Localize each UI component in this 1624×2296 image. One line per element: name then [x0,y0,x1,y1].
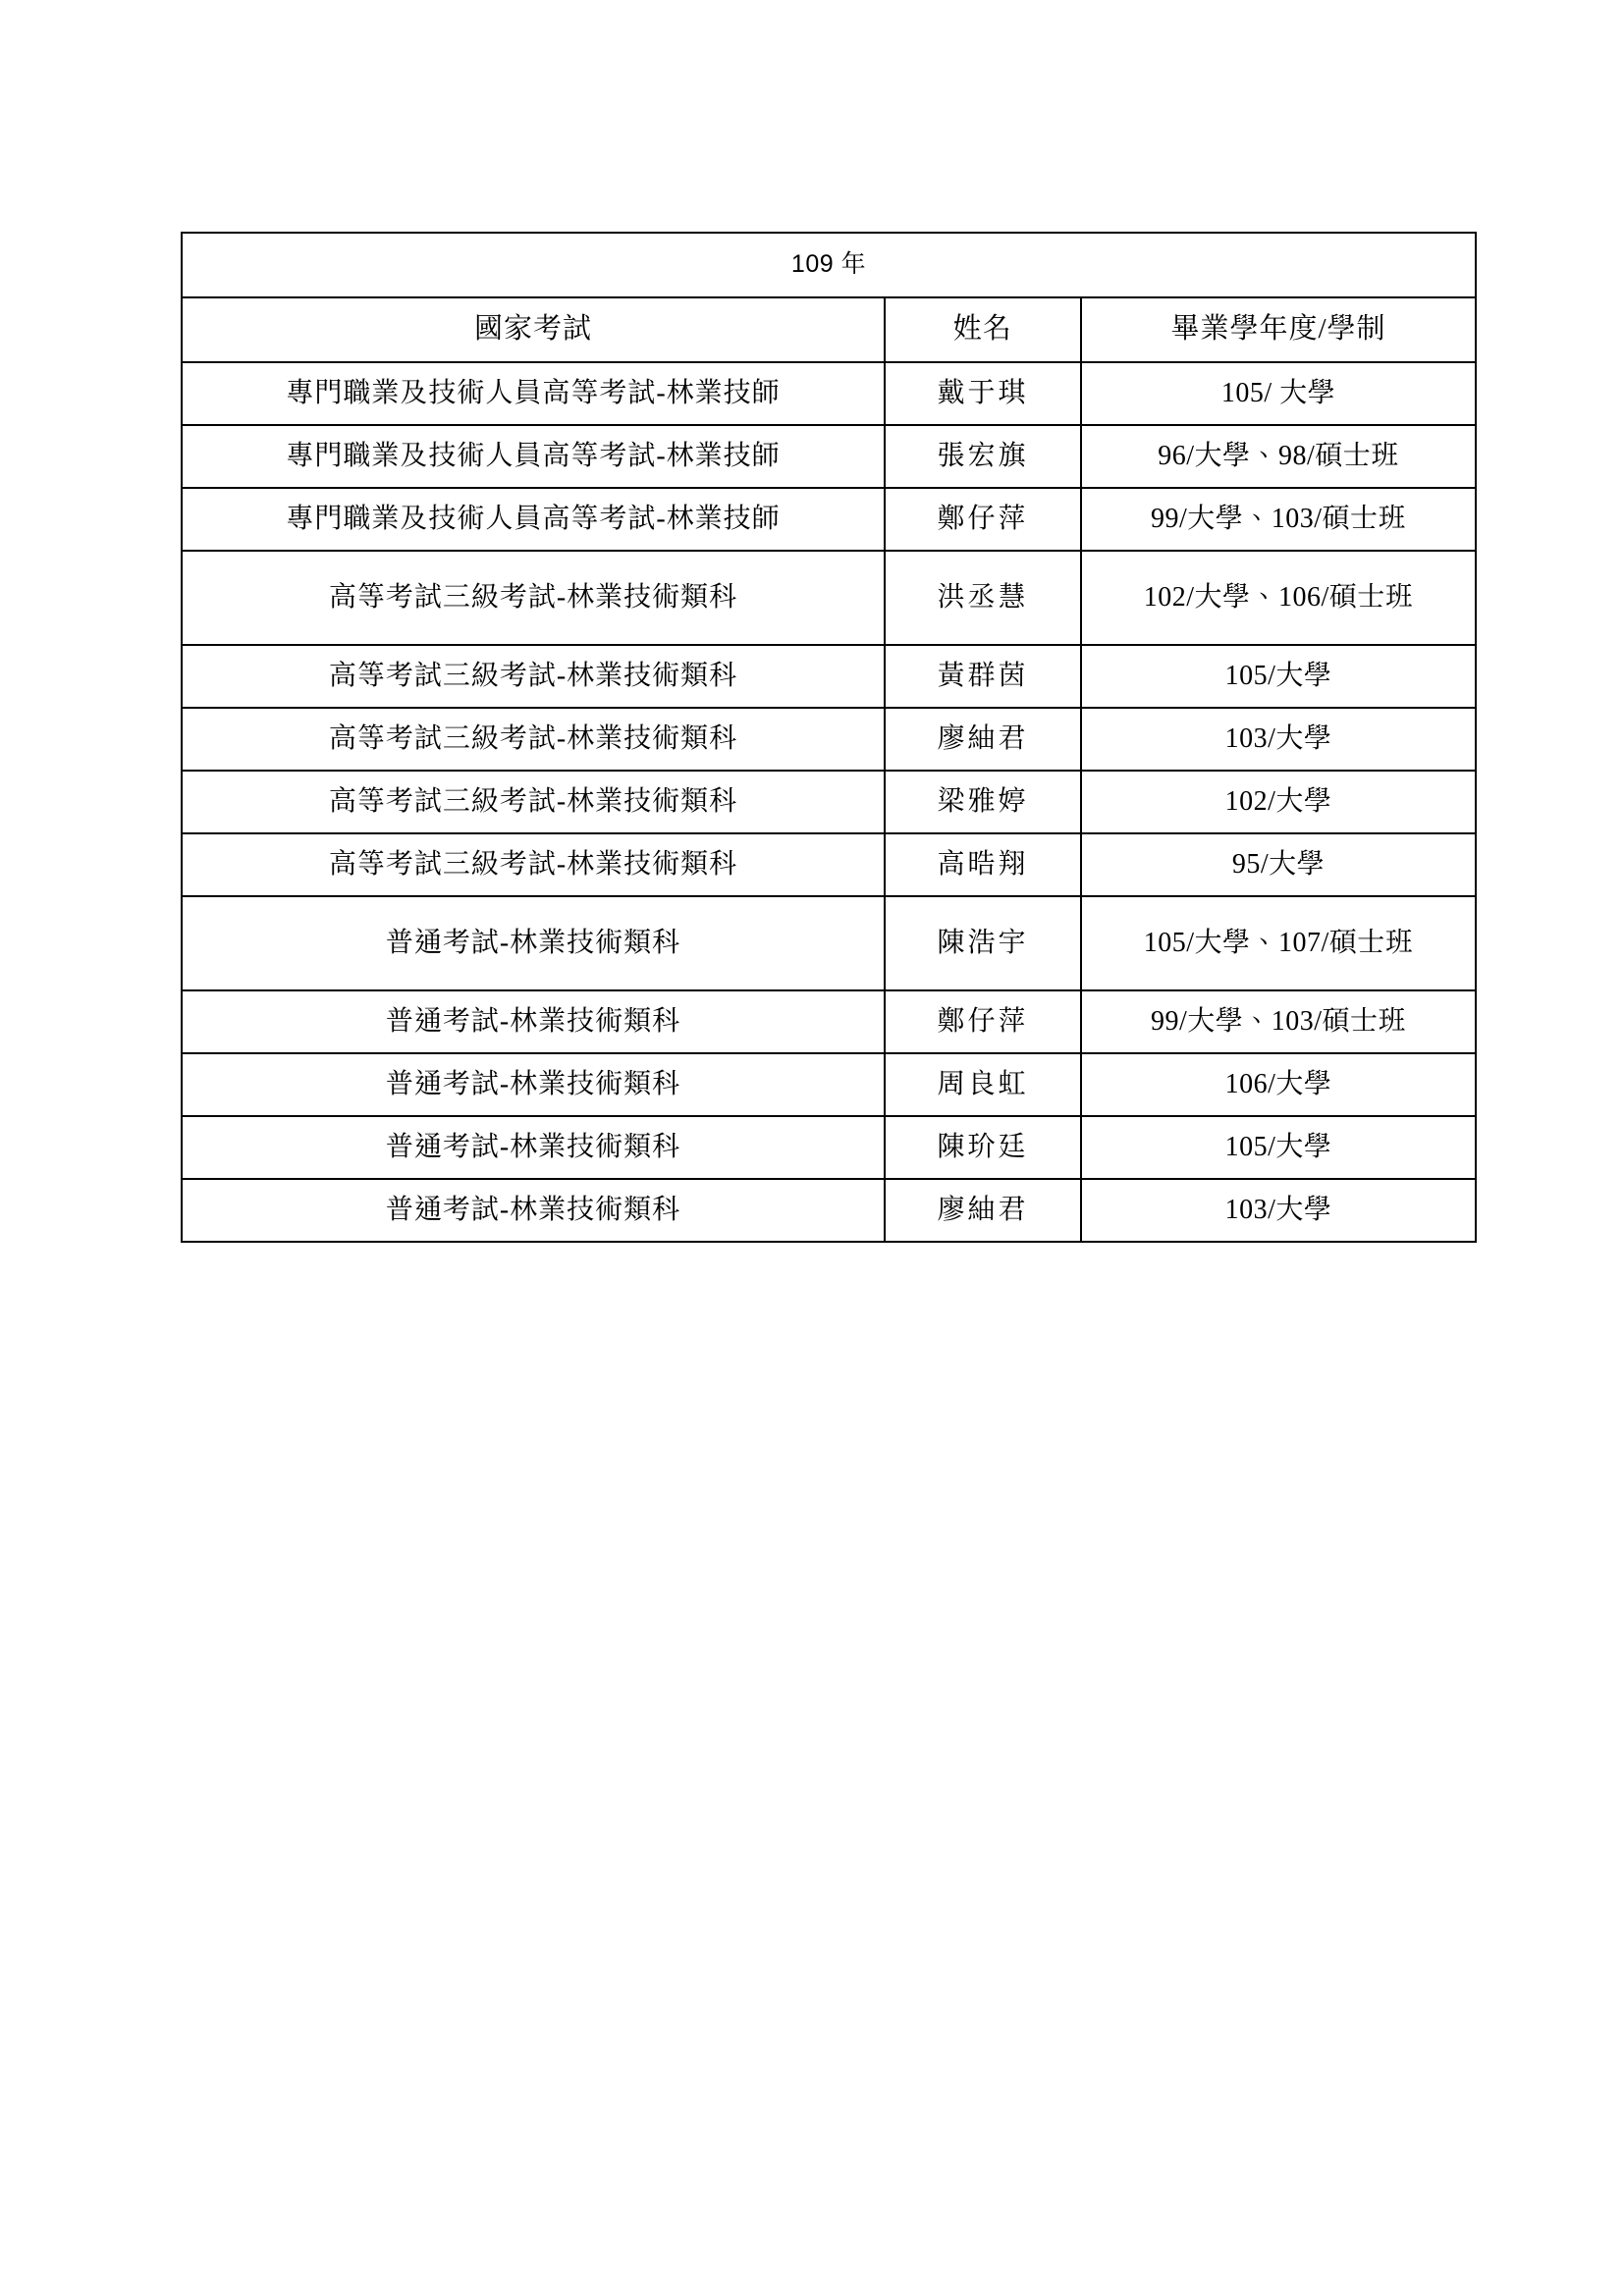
cell-exam: 專門職業及技術人員高等考試-林業技師 [182,362,885,425]
table-row [182,1116,1476,1179]
cell-graduation: 103/大學 [1081,1179,1476,1242]
cell-graduation: 103/大學 [1081,708,1476,771]
cell-name: 戴于琪 [885,362,1081,425]
cell-name: 陳浩宇 [885,896,1081,990]
cell-exam: 普通考試-林業技術類科 [182,990,885,1053]
table-row [182,833,1476,896]
cell-name: 鄭仔萍 [885,990,1081,1053]
cell-graduation: 105/大學 [1081,1116,1476,1179]
table-row [182,1179,1476,1242]
exam-results-table [181,232,1477,1243]
column-header-name: 姓名 [885,297,1081,362]
cell-graduation: 105/大學 [1081,645,1476,708]
cell-exam: 高等考試三級考試-林業技術類科 [182,551,885,645]
cell-name: 陳玠廷 [885,1116,1081,1179]
cell-name: 黃群茵 [885,645,1081,708]
cell-graduation: 105/ 大學 [1081,362,1476,425]
cell-name: 周良虹 [885,1053,1081,1116]
exam-results-table-container [181,232,1475,1243]
cell-exam: 高等考試三級考試-林業技術類科 [182,833,885,896]
table-row [182,896,1476,990]
cell-name: 鄭仔萍 [885,488,1081,551]
cell-graduation: 102/大學 [1081,771,1476,833]
table-title-row [182,233,1476,297]
cell-name: 高晧翔 [885,833,1081,896]
cell-exam: 普通考試-林業技術類科 [182,1116,885,1179]
cell-exam: 普通考試-林業技術類科 [182,1179,885,1242]
cell-exam: 高等考試三級考試-林業技術類科 [182,771,885,833]
cell-name: 廖紬君 [885,1179,1081,1242]
cell-exam: 高等考試三級考試-林業技術類科 [182,708,885,771]
cell-graduation: 99/大學、103/碩士班 [1081,488,1476,551]
table-row [182,990,1476,1053]
cell-name: 張宏旗 [885,425,1081,488]
table-row [182,425,1476,488]
table-row [182,708,1476,771]
cell-exam: 普通考試-林業技術類科 [182,896,885,990]
cell-exam: 專門職業及技術人員高等考試-林業技師 [182,488,885,551]
cell-graduation: 106/大學 [1081,1053,1476,1116]
table-header-row [182,297,1476,362]
cell-exam: 專門職業及技術人員高等考試-林業技師 [182,425,885,488]
cell-exam: 高等考試三級考試-林業技術類科 [182,645,885,708]
table-row [182,1053,1476,1116]
table-row [182,488,1476,551]
cell-graduation: 95/大學 [1081,833,1476,896]
cell-graduation: 99/大學、103/碩士班 [1081,990,1476,1053]
table-row [182,771,1476,833]
table-row [182,551,1476,645]
cell-graduation: 96/大學、98/碩士班 [1081,425,1476,488]
column-header-graduation: 畢業學年度/學制 [1081,297,1476,362]
cell-name: 梁雅婷 [885,771,1081,833]
cell-graduation: 102/大學、106/碩士班 [1081,551,1476,645]
table-row [182,645,1476,708]
cell-exam: 普通考試-林業技術類科 [182,1053,885,1116]
column-header-exam: 國家考試 [182,297,885,362]
cell-name: 洪丞慧 [885,551,1081,645]
cell-name: 廖紬君 [885,708,1081,771]
table-row [182,362,1476,425]
cell-graduation: 105/大學、107/碩士班 [1081,896,1476,990]
table-title: 109 年 [182,233,1476,297]
